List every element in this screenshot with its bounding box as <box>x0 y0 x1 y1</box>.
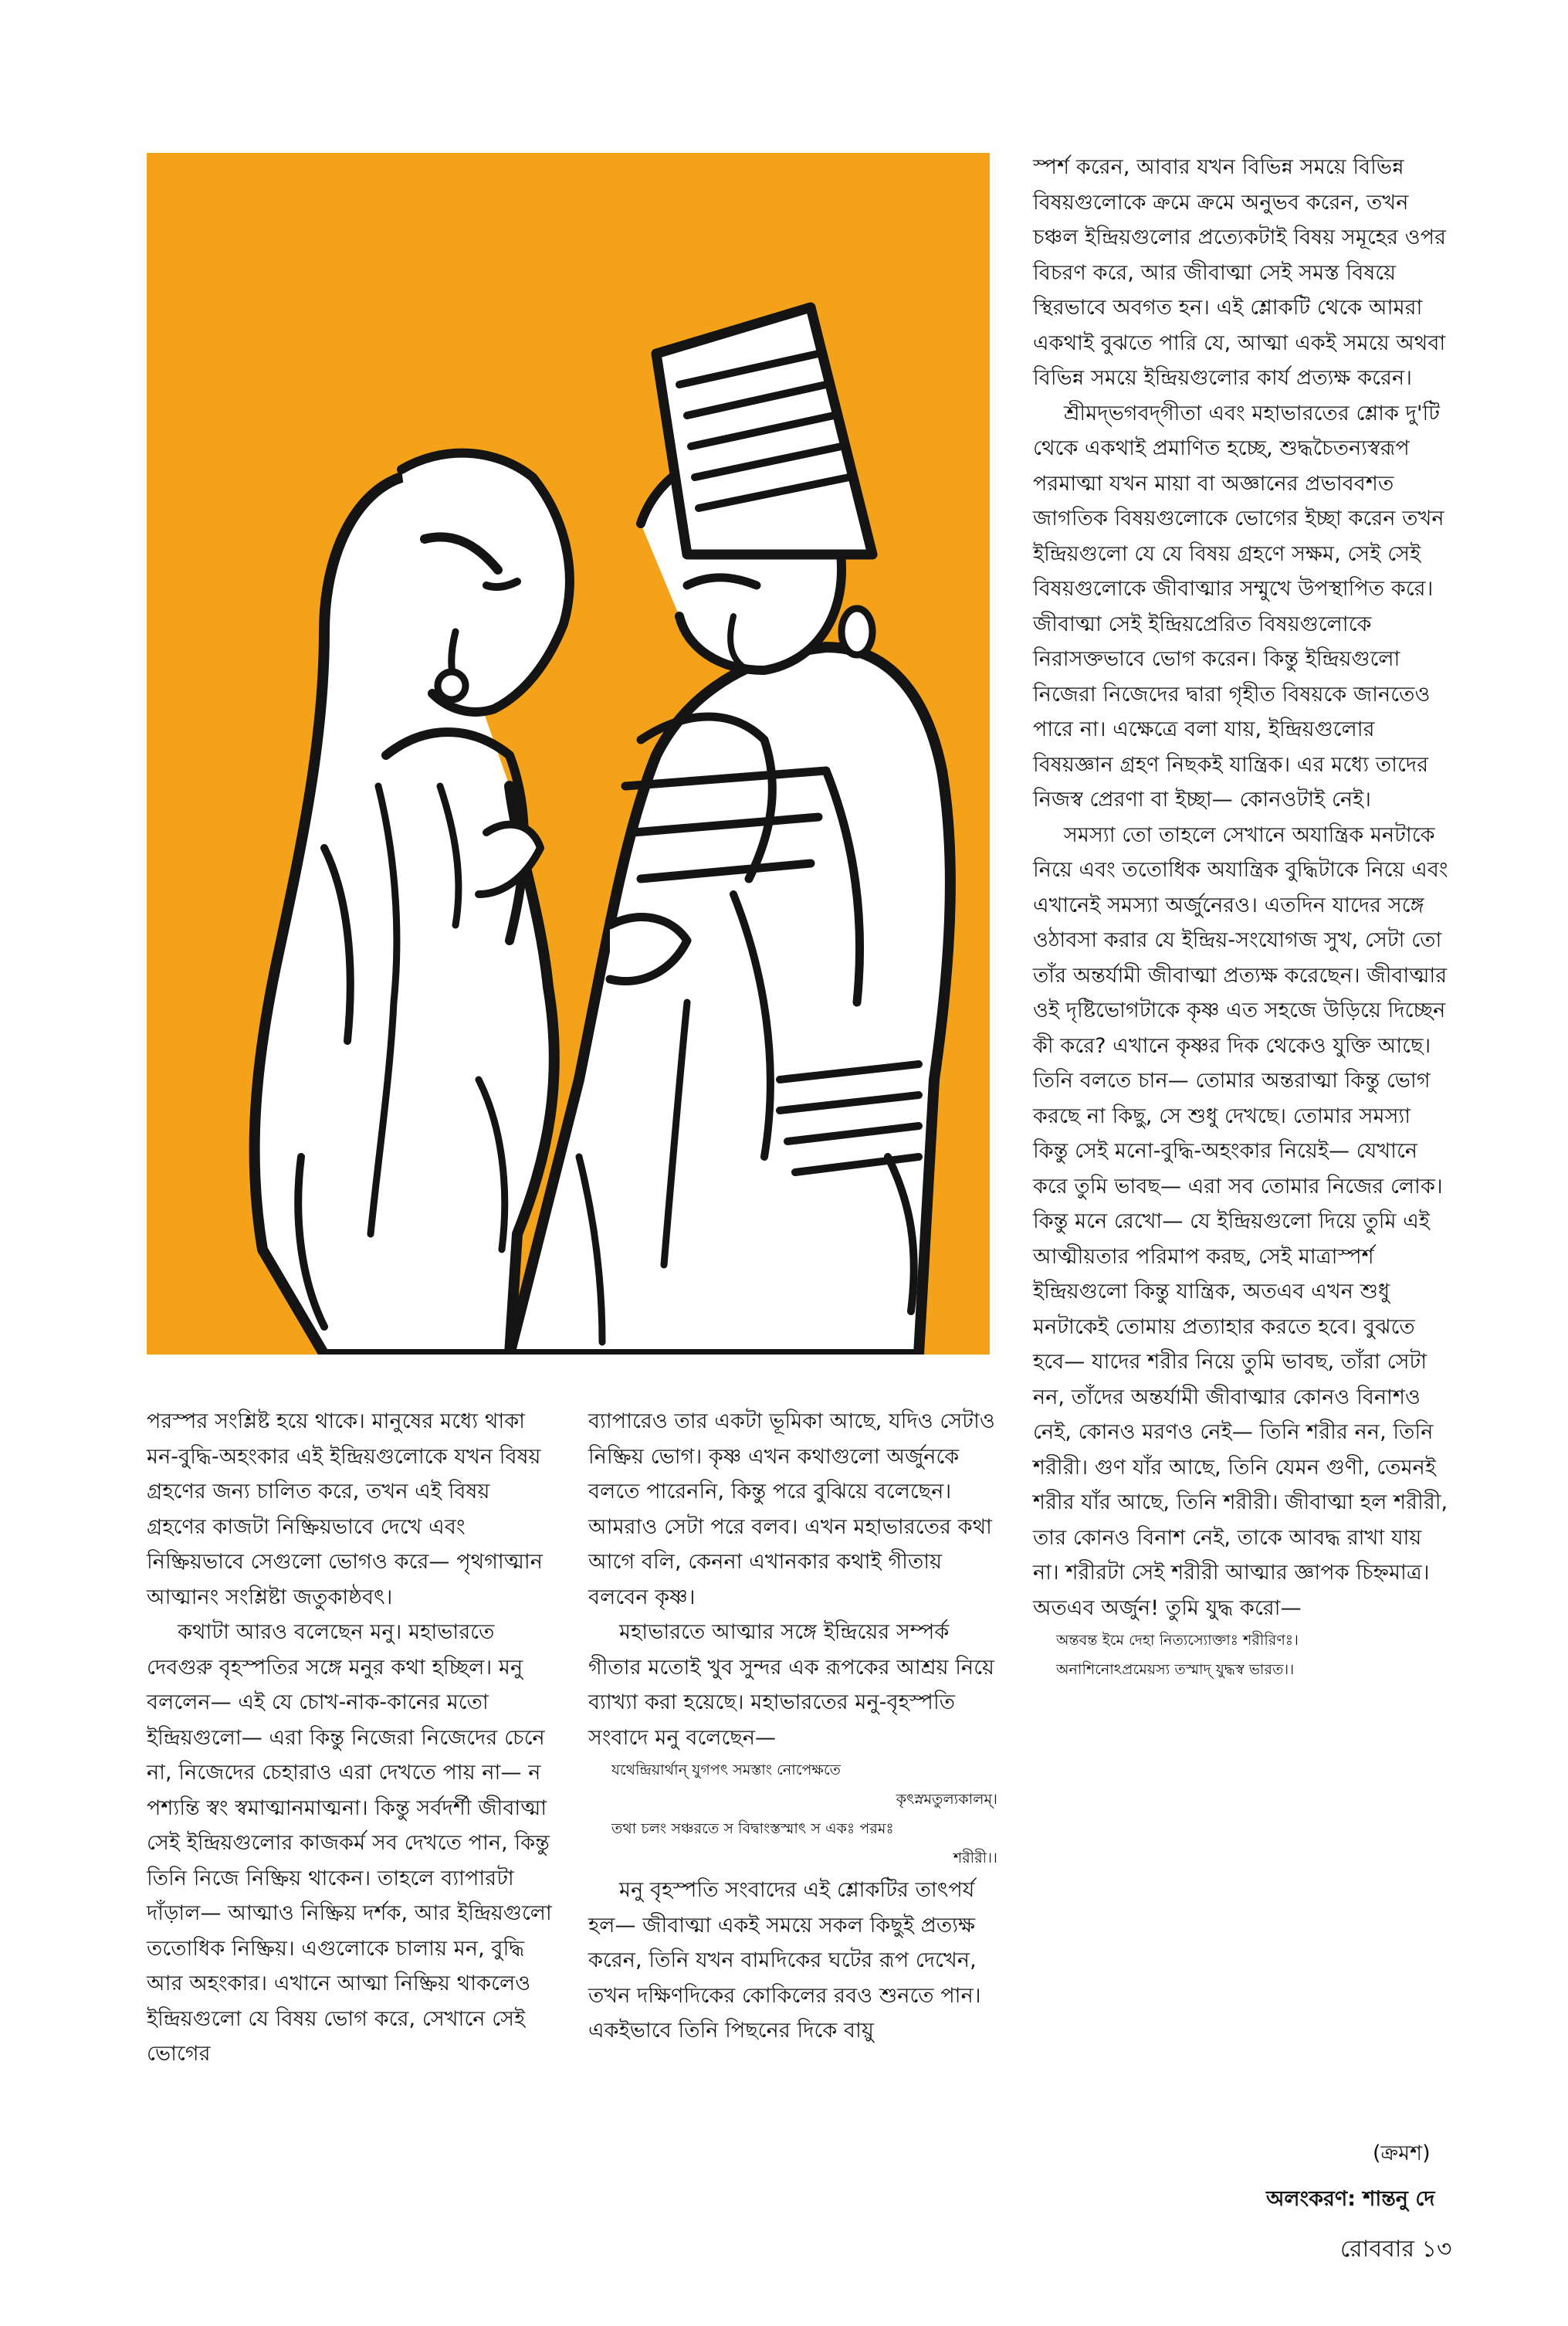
verse-line: অনাশিনোঽপ্রমেয়স্য তস্মাদ্ যুদ্ধস্ব ভারত।। <box>1056 1661 1295 1678</box>
verse-line: কৃৎস্নমতুল্যকালম্। <box>896 1791 997 1808</box>
paragraph: শ্রীমদ্‌ভগবদ্‌গীতা এবং মহাভারতের শ্লোক দু'টি থেকে একথাই প্রমাণিত হচ্ছে, শুদ্ধচৈতন্যস্বরূপ পরমাত্মা যখন মায়া বা অজ্ঞানের প্রভাববশত জাগতিক বিষয়গুলোকে ভোগের ইচ্ছা করেন তখন ইন্দ্রিয়গুলো যে যে বিষয় গ্রহণে সক্ষম, সেই সেই বিষয়গুলোকে জীবাত্মার সম্মুখে উপস্থাপিত করে। জীবাত্মা সেই ইন্দ্রিয়প্রেরিত বিষয়গুলোকে নিরাসক্তভাবে ভোগ করেন। কিন্তু ইন্দ্রিয়গুলো নিজেরা নিজেদের দ্বারা গৃহীত বিষয়কে জানতেও পারে না। এক্ষেত্রে বলা যায়, ইন্দ্রিয়গুলোর বিষয়জ্ঞান গ্রহণ নিছকই যান্ত্রিক। এর মধ্যে তাদের নিজস্ব প্রেরণা বা ইচ্ছা— কোনওটাই নেই। <box>1033 401 1444 812</box>
illustration <box>147 153 990 1355</box>
verse-line: যথেন্দ্রিয়ার্থান্ যুগপৎ সমস্তাং নোপেক্ষতে <box>611 1761 841 1778</box>
figures-artwork <box>147 153 990 1355</box>
paragraph: পরস্পর সংশ্লিষ্ট হয়ে থাকে। মানুষের মধ্যে থাকা মন-বুদ্ধি-অহংকার এই ইন্দ্রিয়গুলোকে যখন বিষয় গ্রহণের জন্য চালিত করে, তখন এই বিষয় গ্রহণের কাজটা নিষ্ক্রিয়ভাবে দেখে এবং নিষ্ক্রিয়ভাবে সেগুলো ভোগও করে— পৃথগাত্মান আত্মানং সংশ্লিষ্টা জতুকাষ্ঠবৎ। <box>147 1409 544 1609</box>
verse-line: শরীরী।। <box>953 1850 997 1867</box>
paragraph: মনু বৃহস্পতি সংবাদের এই শ্লোকটির তাৎপর্য হল— জীবাত্মা একই সময়ে সকল কিছুই প্রত্যক্ষ করেন, তিনি যখন বামদিকের ঘটের রূপ দেখেন, তখন দক্ষিণদিকের কোকিলের রবও শুনতে পান। একইভাবে তিনি পিছনের দিকে বায়ু <box>588 1878 981 2043</box>
verse-line: তথা চলং সঞ্চরতে স বিদ্বাংস্তস্মাৎ স একঃ পরমঃ <box>611 1820 894 1837</box>
verse-line: অন্তবন্ত ইমে দেহা নিত্যস্যোক্তাঃ শরীরিণঃ। <box>1056 1632 1299 1649</box>
text-column-3 <box>1033 150 1450 1684</box>
continued-label: (ক্রমশ) <box>1373 2141 1431 2165</box>
sanskrit-verse <box>1033 1626 1450 1684</box>
page-footer: রোববার ১৩ <box>1340 2236 1452 2263</box>
paragraph: মহাভারতে আত্মার সঙ্গে ইন্দ্রিয়ের সম্পর্ক গীতার মতোই খুব সুন্দর এক রূপকের আশ্রয় নিয়ে ব্যাখ্যা করা হয়েছে। মহাভারতের মনু-বৃহস্পতি সংবাদে মনু বলেছেন— <box>588 1620 995 1750</box>
paragraph: সমস্যা তো তাহলে সেখানে অযান্ত্রিক মনটাকে নিয়ে এবং ততোধিক অযান্ত্রিক বুদ্ধিটাকে নিয়ে এবং এখানেই সমস্যা অর্জুনেরও। এতদিন যাদের সঙ্গে ওঠাবসা করার যে ইন্দ্রিয়-সংযোগজ সুখ, সেটা তো তাঁর অন্তর্যামী জীবাত্মা প্রত্যক্ষ করেছেন। জীবাত্মার ওই দৃষ্টিভোগটাকে কৃষ্ণ এত সহজে উড়িয়ে দিচ্ছেন কী করে? এখানে কৃষ্ণর দিক থেকেও যুক্তি আছে। তিনি বলতে চান— তোমার অন্তরাত্মা কিন্তু ভোগ করছে না কিছু, সে শুধু দেখছে। তোমার সমস্যা কিন্তু সেই মনো-বুদ্ধি-অহংকার নিয়েই— যেখানে করে তুমি ভাবছ— এরা সব তোমার নিজের লোক। কিন্তু মনে রেখো— যে ইন্দ্রিয়গুলো দিয়ে তুমি এই আত্মীয়তার পরিমাপ করছ, সেই মাত্রাস্পর্শ ইন্দ্রিয়গুলো কিন্তু যান্ত্রিক, অতএব এখন শুধু মনটাকেই তোমায় প্রত্যাহার করতে হবে। বুঝতে হবে— যাদের শরীর নিয়ে তুমি ভাবছ, তাঁরা সেটা নন, তাঁদের অন্তর্যামী জীবাত্মার কোনও বিনাশও নেই, কোনও মরণও নেই— তিনি শরীর নন, তিনি শরীরী। গুণ যাঁর আছে, তিনি যেমন গুণী, তেমনই শরীর যাঁর আছে, তিনি শরীরী। জীবাত্মা হল শরীরী, তার কোনও বিনাশ নেই, তাকে আবদ্ধ রাখা যায় না। শরীরটা সেই শরীরী আত্মার জ্ঞাপক চিহ্নমাত্র। অতএব অর্জুন! তুমি যুদ্ধ করো— <box>1033 822 1448 1620</box>
illustration-credit: অলংকরণ: শান্তনু দে <box>1266 2187 1435 2211</box>
paragraph: ব্যাপারেও তার একটা ভূমিকা আছে, যদিও সেটাও নিষ্ক্রিয় ভোগ। কৃষ্ণ এখন কথাগুলো অর্জুনকে বলতে পারেননি, কিন্তু পরে বুঝিয়ে বলেছেন। আমরাও সেটা পরে বলব। এখন মহাভারতের কথা আগে বলি, কেননা এখানকার কথাই গীতায় বলবেন কৃষ্ণ। <box>588 1409 995 1609</box>
sanskrit-verse <box>588 1755 997 1873</box>
paragraph: স্পর্শ করেন, আবার যখন বিভিন্ন সময়ে বিভিন্ন বিষয়গুলোকে ক্রমে ক্রমে অনুভব করেন, তখন চঞ্চল ইন্দ্রিয়গুলোর প্রত্যেকটাই বিষয় সমূহের ওপর বিচরণ করে, আর জীবাত্মা সেই সমস্ত বিষয়ে স্থিরভাবে অবগত হন। এই শ্লোকটি থেকে আমরা একথাই বুঝতে পারি যে, আত্মা একই সময়ে অথবা বিভিন্ন সময়ে ইন্দ্রিয়গুলোর কার্য প্রত্যক্ষ করেন। <box>1033 155 1447 390</box>
paragraph: কথাটা আরও বলেছেন মনু। মহাভারতে দেবগুরু বৃহস্পতির সঙ্গে মনুর কথা হচ্ছিল। মনু বললেন— এই যে চোখ-নাক-কানের মতো ইন্দ্রিয়গুলো— এরা কিন্তু নিজেরা নিজেদের চেনে না, নিজেদের চেহারাও এরা দেখতে পায় না— ন পশ্যন্তি স্বং স্বমাত্মানমাত্মনা। কিন্তু সর্বদর্শী জীবাত্মা সেই ইন্দ্রিয়গুলোর কাজকর্ম সব দেখতে পান, কিন্তু তিনি নিজে নিষ্ক্রিয় থাকেন। তাহলে ব্যাপারটা দাঁড়াল— আত্মাও নিষ্ক্রিয় দর্শক, আর ইন্দ্রিয়গুলো ততোধিক নিষ্ক্রিয়। এগুলোকে চালায় মন, বুদ্ধি আর অহংকার। এখানে আত্মা নিষ্ক্রিয় থাকলেও ইন্দ্রিয়গুলো যে বিষয় ভোগ করে, সেখানে সেই ভোগের <box>147 1620 552 2066</box>
text-column-2 <box>588 1404 997 2049</box>
text-column-1 <box>147 1404 556 2072</box>
